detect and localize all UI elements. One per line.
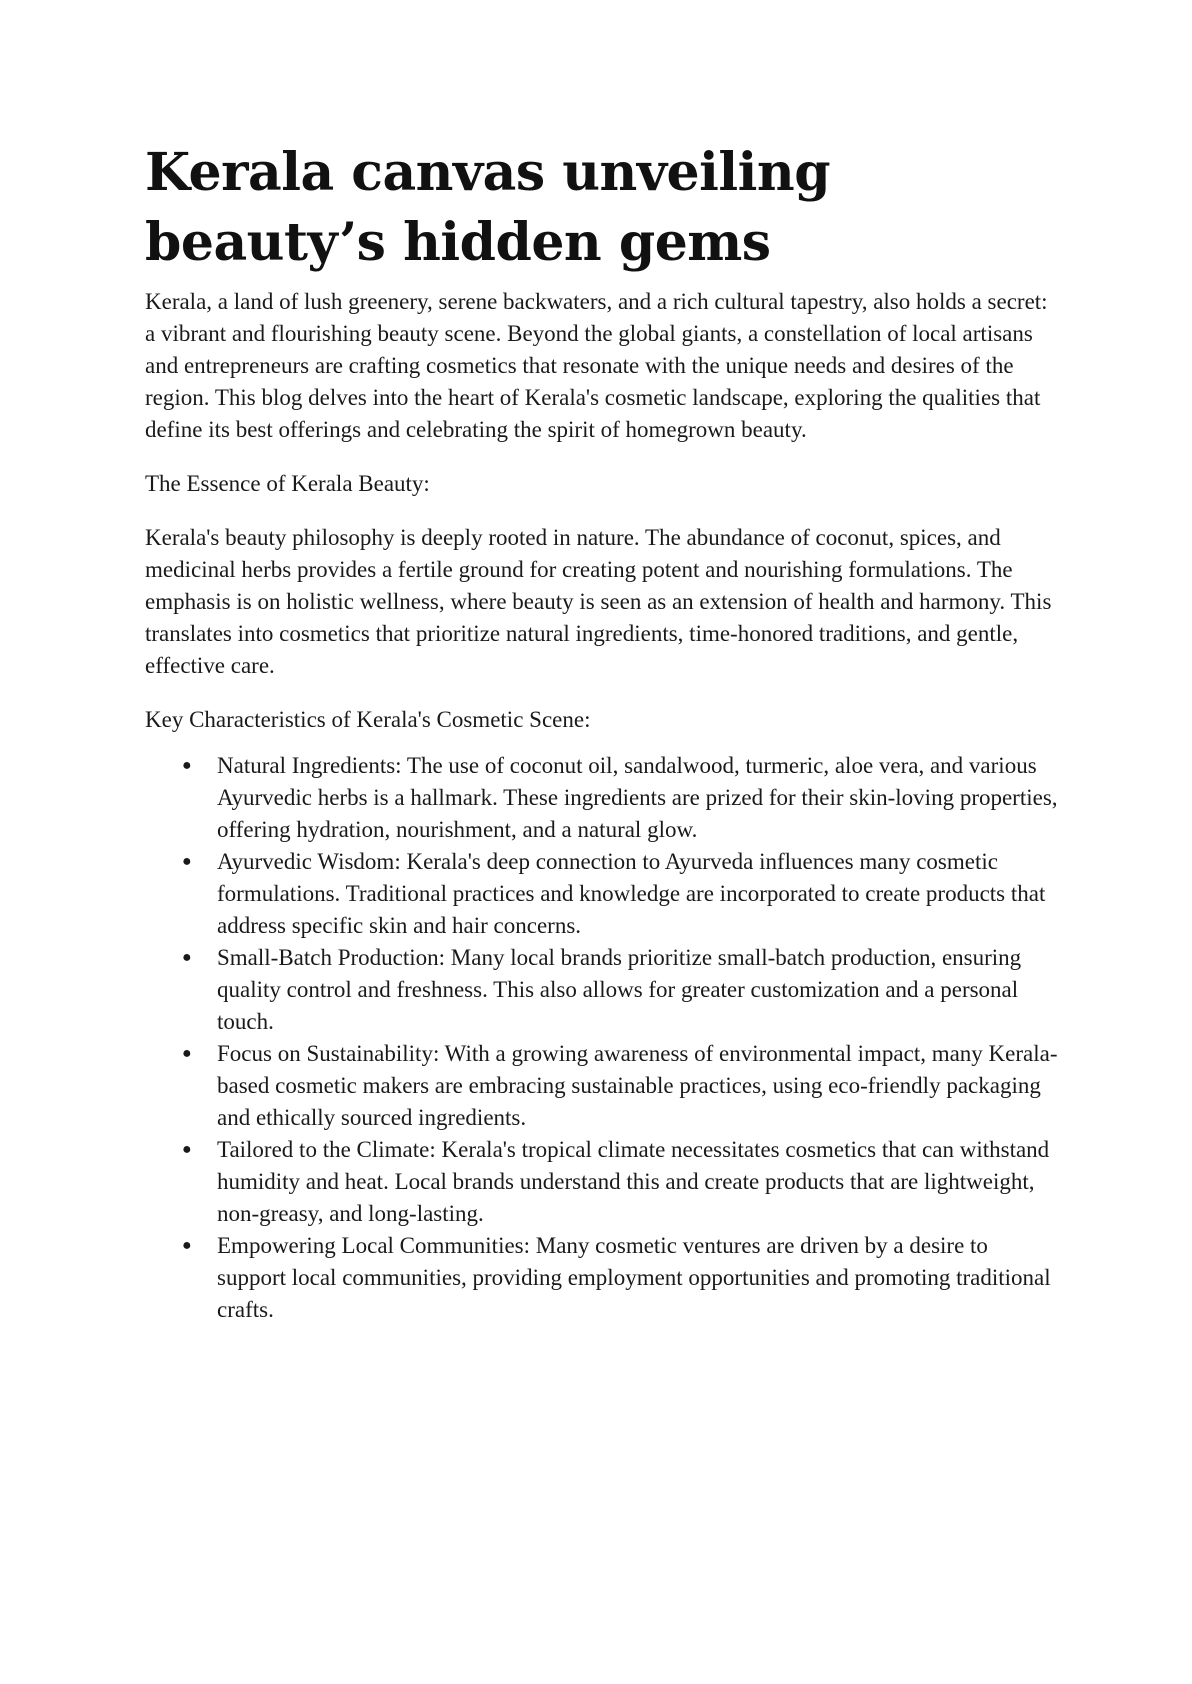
bullet-icon: ● [182,1045,192,1062]
title-line-1: Kerala canvas unveiling [145,142,831,203]
list-item [145,846,1060,942]
bullet-icon: ● [182,853,192,870]
list-item-text: Ayurvedic Wisdom: Kerala's deep connection to Ayurveda influences many cosmetic formulations. Traditional practices and knowledge are incorporated to create products that address specific skin and hair concerns. [217,849,1046,938]
list-item-text: Small-Batch Production: Many local brands prioritize small-batch production, ensuring quality control and freshness. This also allows for greater customization and a personal touch. [217,945,1022,1034]
list-item [145,1230,1060,1326]
list-item-text: Empowering Local Communities: Many cosmetic ventures are driven by a desire to support local communities, providing employment opportunities and promoting traditional crafts. [217,1233,1051,1322]
bullet-icon: ● [182,1237,192,1254]
list-item [145,750,1060,846]
list-item-text: Focus on Sustainability: With a growing awareness of environmental impact, many Kerala-based cosmetic makers are embracing sustainable practices, using eco-friendly packaging and ethically sourced ingredients. [217,1041,1058,1130]
characteristics-list [145,750,1060,1326]
essence-paragraph: Kerala's beauty philosophy is deeply rooted in nature. The abundance of coconut, spices, and medicinal herbs provides a fertile ground for creating potent and nourishing formulations. The emphasis is on holistic wellness, where beauty is seen as an extension of health and harmony. This translates into cosmetics that prioritize natural ingredients, time-honored traditions, and gentle, effective care. [145,525,1052,678]
document-page [145,138,1060,1326]
list-item-text: Natural Ingredients: The use of coconut oil, sandalwood, turmeric, aloe vera, and various Ayurvedic herbs is a hallmark. These ingredients are prized for their skin-loving properties, offering hydration, nourishment, and a natural glow. [217,753,1058,842]
bullet-icon: ● [182,1141,192,1158]
list-item-text: Tailored to the Climate: Kerala's tropical climate necessitates cosmetics that can withstand humidity and heat. Local brands understand this and create products that are lightweight, non-greasy, and long-lasting. [217,1137,1050,1226]
characteristics-heading: Key Characteristics of Kerala's Cosmetic Scene: [145,707,591,732]
list-item [145,1134,1060,1230]
intro-paragraph: Kerala, a land of lush greenery, serene backwaters, and a rich cultural tapestry, also holds a secret: a vibrant and flourishing beauty scene. Beyond the global giants, a constellation of local artisans and entrepreneurs are crafting cosmetics that resonate with the unique needs and desires of the region. This blog delves into the heart of Kerala's cosmetic landscape, exploring the qualities that define its best offerings and celebrating the spirit of homegrown beauty. [145,289,1048,442]
bullet-icon: ● [182,949,192,966]
title-line-2: beauty’s hidden gems [145,212,771,273]
page-title [145,138,1060,278]
essence-heading: The Essence of Kerala Beauty: [145,471,430,496]
list-item [145,942,1060,1038]
bullet-icon: ● [182,757,192,774]
list-item [145,1038,1060,1134]
